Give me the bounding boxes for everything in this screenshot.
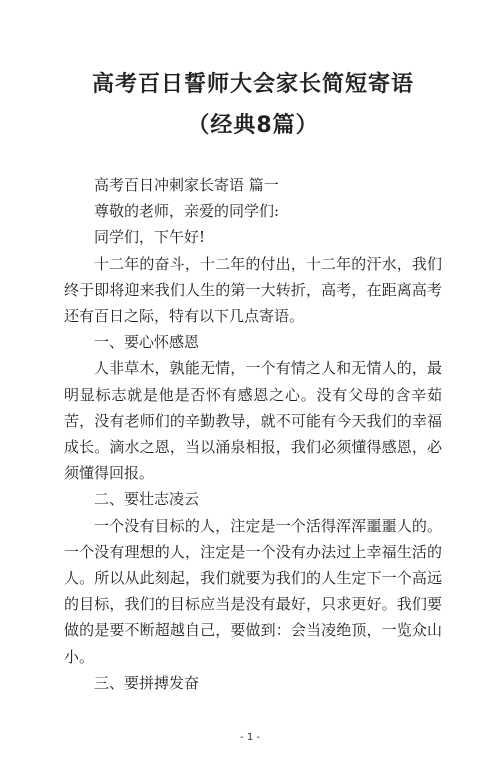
section-heading: 二、要壮志凌云 bbox=[94, 490, 200, 509]
document-body bbox=[64, 172, 442, 696]
section-heading: 三、要拼搏发奋 bbox=[94, 673, 200, 692]
document-title: 高考百日誓师大会家长简短寄语（经典8篇） bbox=[91, 72, 414, 138]
greeting: 同学们，下午好! bbox=[94, 228, 206, 247]
document-page bbox=[0, 64, 500, 771]
body-paragraph: 人非草木，孰能无情，一个有情之人和无情人的，最明显标志就是他是否怀有感恩之心。没有父母的含辛茹苦，没有老师们的辛勤教导，就不可能有今天我们的幸福成长。滴水之恩，当以涌泉相报，我们必须懂得感恩，必须懂得回报。 bbox=[64, 359, 442, 483]
page-number: - 1 - bbox=[240, 732, 260, 743]
body-paragraph: 十二年的奋斗，十二年的付出，十二年的汗水，我们终于即将迎来我们人生的第一大转折，高考，在距离高考还有百日之际，特有以下几点寄语。 bbox=[64, 254, 442, 326]
salutation: 尊敬的老师，亲爱的同学们: bbox=[94, 202, 280, 221]
section-heading: 高考百日冲刺家长寄语 篇一 bbox=[94, 176, 279, 194]
section-heading: 一、要心怀感恩 bbox=[94, 333, 200, 352]
body-paragraph: 一个没有目标的人，注定是一个活得浑浑噩噩人的。一个没有理想的人，注定是一个没有办法过上幸福生活的人。所以从此刻起，我们就要为我们的人生定下一个高远的目标，我们的目标应当是没有最好，只求更好。我们要做的是要不断超越自己，要做到：会当凌绝顶，一览众山小。 bbox=[64, 516, 442, 666]
